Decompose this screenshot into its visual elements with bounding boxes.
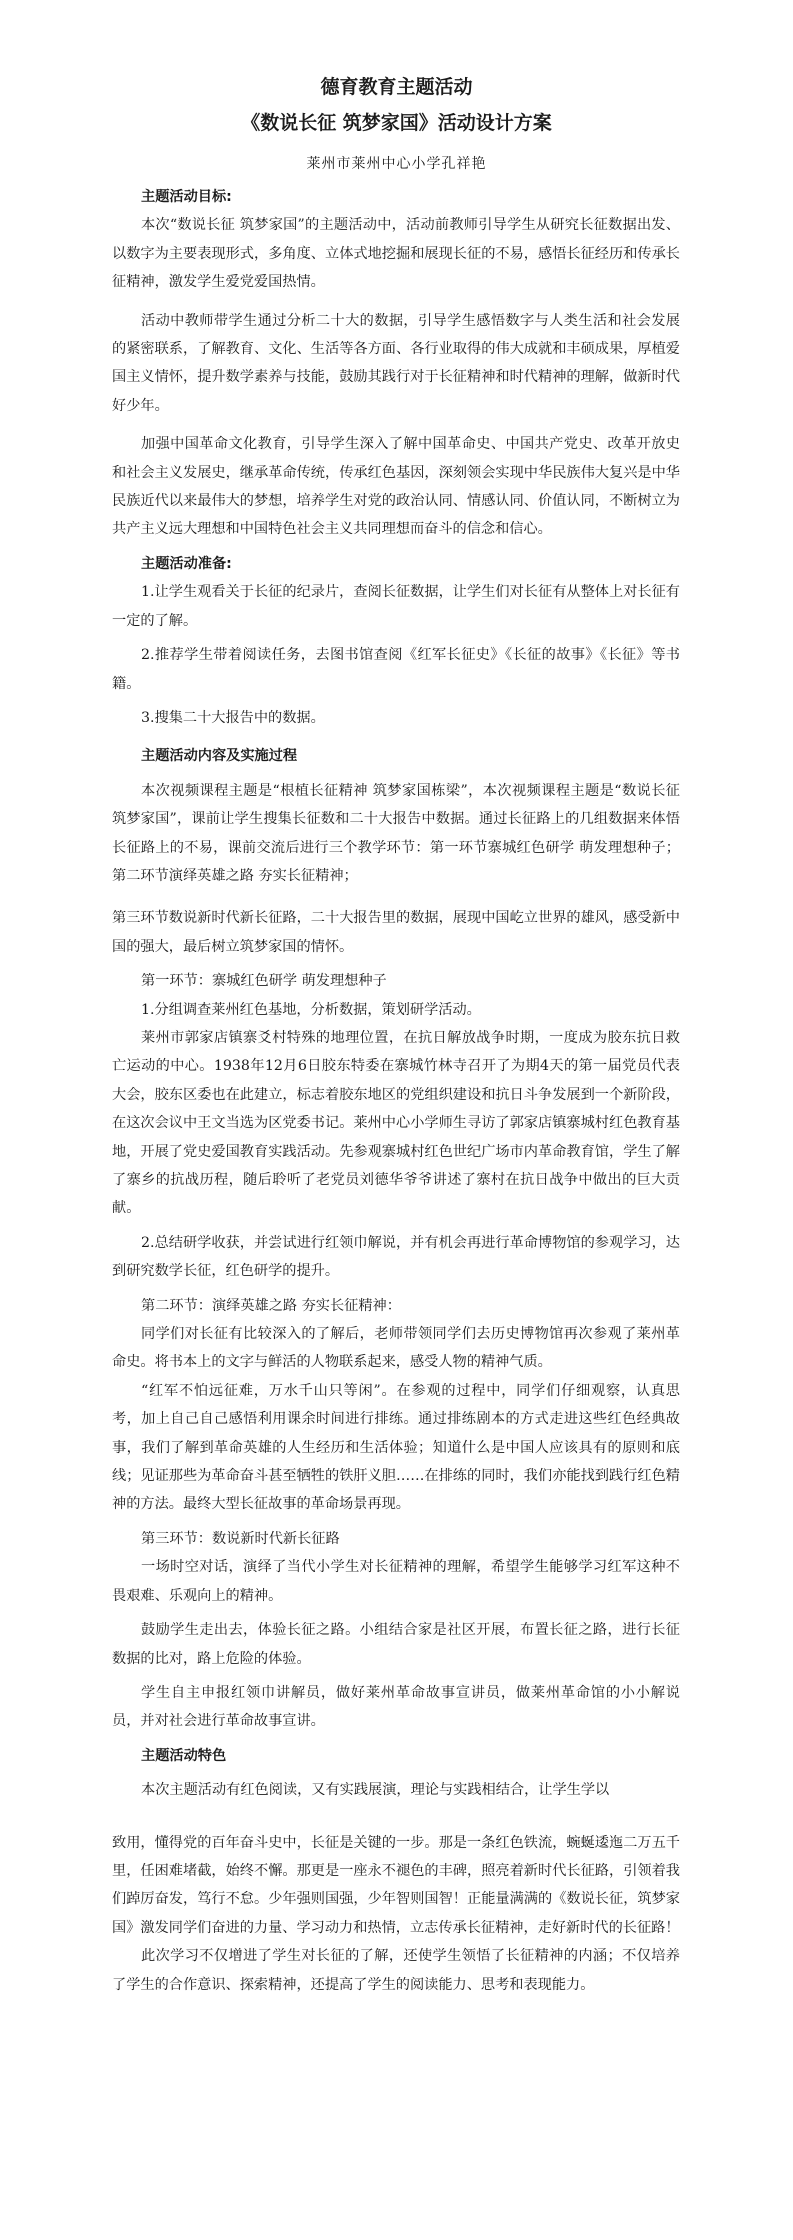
paragraph: 活动中教师带学生通过分析二十大的数据，引导学生感悟数字与人类生活和社会发展的紧密联系，了解教育、文化、生活等各方面、各行业取得的伟大成就和丰硕成果，厚植爱国主义情怀，提升数学素养与技能，鼓励其践行对于长征精神和时代精神的理解，做新时代好少年。	[112, 312, 680, 414]
paragraph: 致用，懂得党的百年奋斗史中，长征是关键的一步。那是一条红色铁流，蜿蜒逶迤二万五千里，任困难堵截，始终不懈。那更是一座永不褪色的丰碑，照亮着新时代长征路，引领着我们踔厉奋发，笃行不怠。少年强则国强，少年智则国智！正能量满满的《数说长征，筑梦家国》激发同学们奋进的力量、学习动力和热情，立志传承长征精神，走好新时代的长征路！	[112, 1834, 680, 1936]
document-subtitle: 《数说长征 筑梦家国》活动设计方案	[241, 112, 552, 134]
paragraph: 莱州市郭家店镇寨爻村特殊的地理位置，在抗日解放战争时期，一度成为胶东抗日救亡运动的中心。1938年12月6日胶东特委在寨城竹林寺召开了为期4天的第一届党员代表大会，胶东区委也在此建立，标志着胶东地区的党组织建设和抗日斗争发展到一个新阶段，在这次会议中王文当选为区党委书记。莱州中心小学师生寻访了郭家店镇寨城村红色教育基地，开展了党史爱国教育实践活动。先参观寨城村红色世纪广场市内革命教育馆，学生了解了寨乡的抗战历程，随后聆听了老党员刘德华爷爷讲述了寨村在抗日战争中做出的巨大贡献。	[112, 1029, 680, 1217]
paragraph: “红军不怕远征难，万水千山只等闲”。在参观的过程中，同学们仔细观察，认真思考，加上自己自己感悟利用课余时间进行排练。通过排练剧本的方式走进这些红色经典故事，我们了解到革命英雄的人生经历和生活体验；知道什么是中国人应该具有的原则和底线；见证那些为革命奋斗甚至牺牲的铁肝义胆……在排练的同时，我们亦能找到践行红色精神的方法。最终大型长征故事的革命场景再现。	[112, 1382, 680, 1513]
section-heading-features: 主题活动特色	[141, 1747, 227, 1764]
subsection-title: 第二环节：演绎英雄之路 夯实长征精神：	[141, 1297, 401, 1314]
paragraph: 第三环节数说新时代新长征路，二十大报告里的数据，展现中国屹立世界的雄风，感受新中国的强大，最后树立筑梦家国的情怀。	[112, 910, 680, 955]
paragraph: 学生自主申报红领巾讲解员，做好莱州革命故事宣讲员，做莱州革命馆的小小解说员，并对社会进行革命故事宣讲。	[112, 1684, 680, 1730]
subsection-title: 第三环节：数说新时代新长征路	[141, 1530, 340, 1547]
document-title: 德育教育主题活动	[320, 76, 473, 98]
paragraph: 同学们对长征有比较深入的了解后，老师带领同学们去历史博物馆再次参观了莱州革命史。将书本上的文字与鲜活的人物联系起来，感受人物的精神气质。	[112, 1326, 680, 1371]
paragraph: 本次视频课程主题是“根植长征精神 筑梦家国栋梁”，本次视频课程主题是“数说长征 筑梦家国”，课前让学生搜集长征数和二十大报告中数据。通过长征路上的几组数据来体悟长征路上的不易，课前交流后进行三个教学环节：第一环节寨城红色研学 萌发理想种子；第二环节演绎英雄之路 夯实长征精神；	[112, 782, 680, 884]
subsection-title: 第一环节：寨城红色研学 萌发理想种子	[141, 973, 387, 990]
paragraph: 2.推荐学生带着阅读任务，去图书馆查阅《红军长征史》《长征的故事》《长征》等书籍。	[112, 647, 680, 692]
paragraph: 一场时空对话，演绎了当代小学生对长征精神的理解，希望学生能够学习红军这种不畏艰难、乐观向上的精神。	[112, 1559, 680, 1604]
paragraph: 1.分组调查莱州红色基地，分析数据，策划研学活动。	[141, 1001, 481, 1018]
paragraph: 3.搜集二十大报告中的数据。	[141, 709, 325, 726]
section-heading-goals: 主题活动目标:	[141, 189, 232, 205]
paragraph: 2.总结研学收获，并尝试进行红领巾解说，并有机会再进行革命博物馆的参观学习，达到研究数学长征，红色研学的提升。	[112, 1234, 680, 1280]
section-heading-process: 主题活动内容及实施过程	[141, 748, 298, 765]
paragraph: 鼓励学生走出去，体验长征之路。小组结合家是社区开展，布置长征之路，进行长征数据的比对，路上危险的体验。	[112, 1622, 680, 1667]
document-author: 莱州市莱州中心小学孔祥艳	[306, 156, 487, 172]
paragraph: 加强中国革命文化教育，引导学生深入了解中国革命史、中国共产党史、改革开放史和社会主义发展史，继承革命传统，传承红色基因，深刻领会实现中华民族伟大复兴是中华民族近代以来最伟大的梦想，培养学生对党的政治认同、情感认同、价值认同，不断树立为共产主义远大理想和中国特色社会主义共同理想而奋斗的信念和信心。	[112, 436, 680, 538]
paragraph: 此次学习不仅增进了学生对长征的了解，还使学生领悟了长征精神的内涵；不仅培养了学生的合作意识、探索精神，还提高了学生的阅读能力、思考和表现能力。	[112, 1948, 680, 1993]
section-heading-preparation: 主题活动准备:	[141, 555, 232, 572]
paragraph: 本次主题活动有红色阅读，又有实践展演，理论与实践相结合，让学生学以	[141, 1782, 610, 1799]
paragraph: 1.让学生观看关于长征的纪录片，查阅长征数据，让学生们对长征有从整体上对长征有一定的了解。	[112, 584, 680, 629]
paragraph: 本次“数说长征 筑梦家国”的主题活动中，活动前教师引导学生从研究长征数据出发、以数字为主要表现形式，多角度、立体式地挖掘和展现长征的不易，感悟长征经历和传承长征精神，激发学生爱党爱国热情。	[112, 217, 680, 291]
document-body	[112, 183, 680, 1999]
